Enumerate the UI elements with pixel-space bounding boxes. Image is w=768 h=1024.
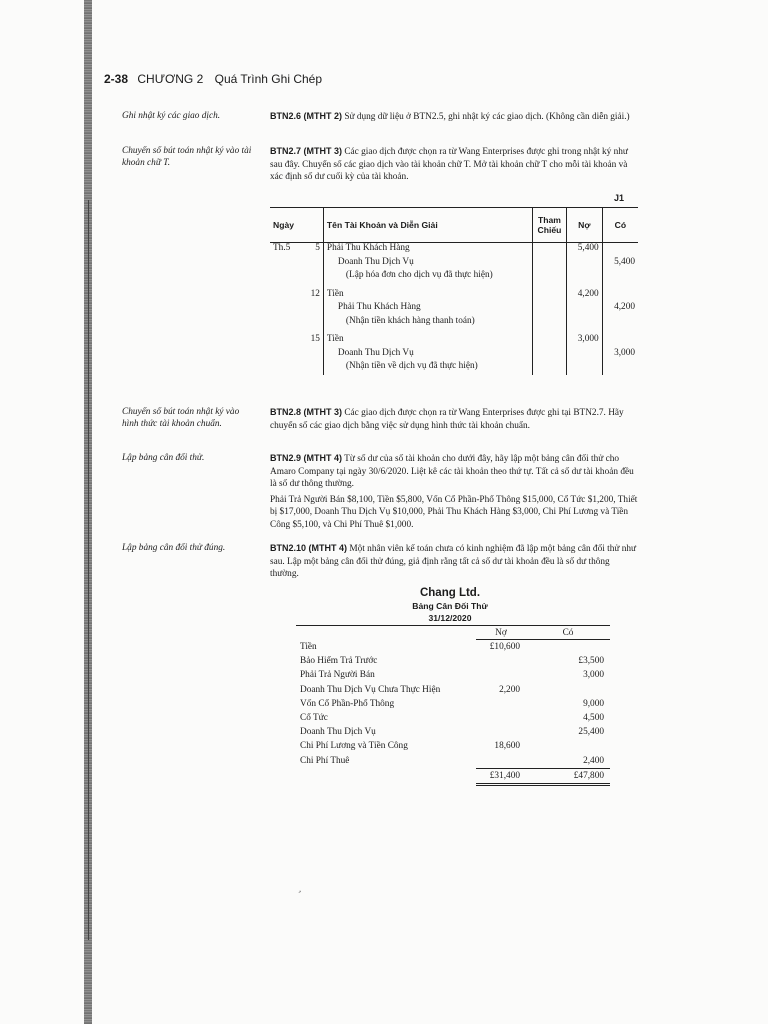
credit-amount: £3,500 [578,656,604,667]
debit-amount [476,754,526,769]
col-credit: Có [526,626,610,640]
col-credit: Có [602,208,638,243]
col-date: Ngày [270,208,323,243]
debit-amount: 18,600 [494,741,520,752]
journal-table [270,207,638,375]
account-name: Phải Trả Người Bán [300,670,375,681]
credit-amount: 4,500 [583,713,604,724]
account-name: Doanh Thu Dịch Vụ [300,727,376,738]
account-name: Tiền [300,641,317,652]
entry-day: 5 [308,243,324,257]
account-name: Doanh Thu Dịch Vụ Chưa Thực Hiện [300,684,441,695]
page-header [104,72,322,86]
trial-balance-header [296,626,610,640]
margin-note-ex7: Chuyển số bút toán nhật ký vào tài khoản chữ T. [122,146,252,168]
journal-row [270,243,638,257]
debit-amount: 4,200 [566,289,602,303]
debit-amount [476,711,526,725]
col-debit: Nợ [476,626,526,640]
margin-note-ex6: Ghi nhật ký các giao dịch. [122,111,221,121]
journal-ref: J1 [614,193,625,203]
debit-amount [476,668,526,682]
credit-account: Doanh Thu Dịch Vụ [323,257,532,271]
journal-row [270,361,638,375]
debit-amount [476,725,526,739]
debit-account: Phải Thu Khách Hàng [323,243,532,257]
exercise-text: Các giao dịch được chọn ra từ Wang Enterprises được ghi trong nhật ký như sau đây. Chuyển số các giao dịch vào tài khoản chữ T. Mở tài khoản chữ T cho mỗi tài khoản và xác định số dư cuối kỳ của tài khoản. [270,147,628,182]
exercise-2-8 [270,406,638,432]
credit-amount [526,640,610,655]
exercise-2-7 [270,145,638,184]
debit-amount [476,654,526,668]
debit-amount: 3,000 [566,334,602,348]
journal-row [270,302,638,316]
page-number: 2-38 [104,72,129,86]
credit-amount [526,739,610,753]
debit-account: Tiền [323,334,532,348]
exercise-text: Một nhân viên kế toán chưa có kinh nghiệm đã lập một bảng cân đối thử như sau. Lập một bảng cân đối thử đúng, giả định rằng tất cả số dư tài khoản đều là số dư thông thường. [270,544,637,579]
exercise-text: Các giao dịch được chọn ra từ Wang Enterprises được ghi tại BTN2.7. Hãy chuyển số các giao dịch bằng việc sử dụng hình thức tài khoản chuẩn. [270,408,624,431]
debit-amount: 5,400 [566,243,602,257]
entry-memo: (Nhận tiền khách hàng thanh toán) [323,316,532,330]
entry-memo: (Lập hóa đơn cho dịch vụ đã thực hiện) [323,270,532,284]
table-row [296,739,610,753]
account-name: Chi Phí Thuê [300,755,350,766]
exercise-code: BTN2.9 (MTHT 4) [270,453,342,463]
company-name: Chang Ltd. [419,587,481,599]
exercise-2-6 [270,110,638,124]
table-row [296,754,610,769]
debit-amount: £10,600 [489,642,520,653]
entry-month: Th.5 [273,243,291,253]
margin-note-ex8: Chuyển số bút toán nhật ký vào hình thức tài khoản chuẩn. [122,407,240,429]
chapter-title: Quá Trình Ghi Chép [214,72,322,86]
debit-amount: 2,200 [499,684,520,695]
total-credit: £47,800 [526,768,610,784]
credit-amount: 25,400 [578,727,604,738]
table-row [296,668,610,682]
credit-amount: 3,000 [614,347,635,358]
credit-amount: 5,400 [614,256,635,267]
table-row [296,654,610,668]
exercise-code: BTN2.10 (MTHT 4) [270,543,348,553]
exercise-text: Từ số dư của số tài khoản cho dưới đây, hãy lập một bảng cân đối thử cho Amaro Company tại ngày 30/6/2020. Liệt kê các tài khoản theo thứ tự. Tất cả số dư tài khoản đều là số dư thông thường. [270,454,634,489]
account-name: Vốn Cổ Phần-Phổ Thông [300,698,395,709]
journal-header-row [270,208,638,243]
statement-title: Bảng Cân Đối Thử [412,601,488,611]
col-debit: Nợ [566,208,602,243]
exercise-balances: Phải Trả Người Bán $8,100, Tiền $5,800, Vốn Cổ Phần-Phổ Thông $15,000, Cổ Tức $1,200, Thiết bị $17,000, Doanh Thu Dịch Vụ $10,000, Phải Thu Khách Hàng $3,000, Chi Phí Lương và Tiền Công $5,100, và Chi Phí Thuê $1,000. [270,494,638,530]
chapter-label: CHƯƠNG 2 [137,72,204,86]
account-name: Bảo Hiểm Trả Trước [300,656,378,667]
col-ref: Tham Chiếu [532,208,566,243]
exercise-2-9 [270,452,638,531]
exercise-code: BTN2.6 (MTHT 2) [270,111,342,121]
debit-account: Tiền [323,289,532,303]
credit-amount: 9,000 [583,698,604,709]
journal-row [270,348,638,362]
totals-row [296,768,610,784]
credit-amount [526,683,610,697]
exercise-text: Sử dụng dữ liệu ở BTN2.5, ghi nhật ký các giao dịch. (Không cần diễn giải.) [344,112,630,122]
credit-account: Doanh Thu Dịch Vụ [323,348,532,362]
table-row [296,697,610,711]
entry-memo: (Nhận tiền về dịch vụ đã thực hiện) [323,361,532,375]
exercise-code: BTN2.7 (MTHT 3) [270,146,342,156]
entry-day: 12 [308,289,324,303]
entry-day: 15 [308,334,324,348]
journal-row [270,334,638,348]
total-debit: £31,400 [476,768,526,784]
account-name: Cổ Tức [300,713,328,724]
journal-row [270,270,638,284]
credit-amount: 4,200 [614,302,635,312]
journal-row [270,257,638,271]
statement-date: 31/12/2020 [428,613,472,623]
journal-row [270,316,638,330]
scan-mark: , [297,884,306,895]
journal-row [270,289,638,303]
page-left-edge [88,200,89,940]
table-row [296,640,610,655]
exercise-2-10 [270,542,638,581]
margin-note-ex9: Lập bảng cân đối thử. [122,453,205,463]
margin-note-ex10: Lập bảng cân đối thử đúng. [122,543,226,553]
table-row [296,725,610,739]
entry-month [270,334,308,348]
exercise-code: BTN2.8 (MTHT 3) [270,407,342,417]
credit-account: Phải Thu Khách Hàng [323,302,532,316]
account-name: Chi Phí Lương và Tiền Công [300,741,408,752]
table-row [296,683,610,697]
credit-amount: 3,000 [583,670,604,681]
col-account: Tên Tài Khoản và Diễn Giải [323,208,532,243]
debit-amount [476,697,526,711]
credit-amount: 2,400 [583,755,604,766]
entry-month [270,289,308,303]
table-row [296,711,610,725]
trial-balance-table [296,626,610,786]
